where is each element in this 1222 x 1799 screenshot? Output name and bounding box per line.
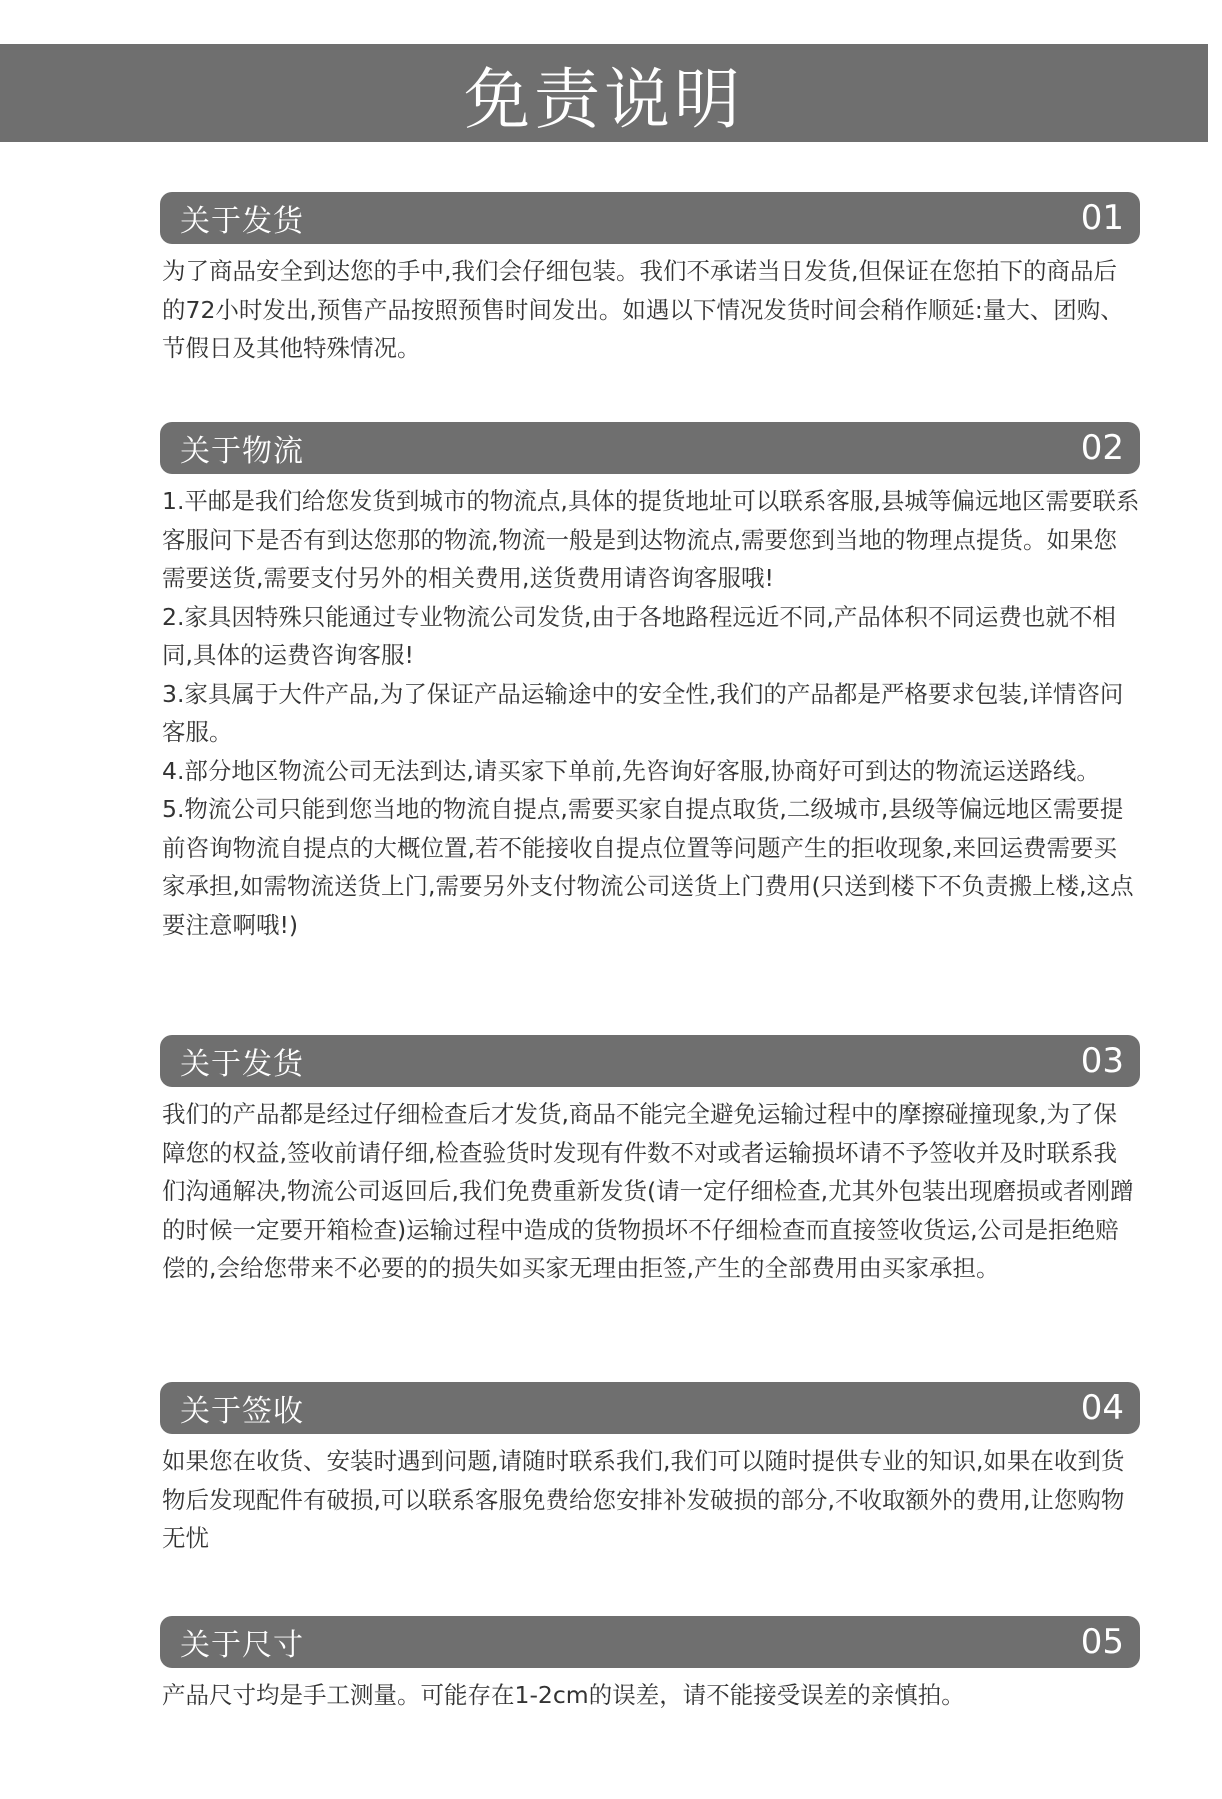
section-number: 05 (1080, 1622, 1124, 1662)
section-title: 关于签收 (180, 1394, 304, 1429)
section-header (160, 1382, 1140, 1434)
section-title: 关于发货 (180, 204, 304, 239)
section-header (160, 1616, 1140, 1668)
section-body (160, 1676, 1140, 1715)
section-number: 01 (1080, 198, 1124, 238)
section-logistics (160, 422, 1140, 944)
section-receipt (160, 1382, 1140, 1558)
section-number: 04 (1080, 1388, 1124, 1428)
section-title: 关于物流 (180, 434, 304, 469)
section-header (160, 422, 1140, 474)
paragraph: 产品尺寸均是手工测量。可能存在1-2cm的误差，请不能接受误差的亲慎拍。 (162, 1681, 965, 1709)
section-title: 关于发货 (180, 1047, 304, 1082)
paragraph: 1.平邮是我们给您发货到城市的物流点,具体的提货地址可以联系客服,县城等偏远地区需要联系客服问下是否有到达您那的物流,物流一般是到达物流点,需要您到当地的物理点提货。如果您需要送货,需要支付另外的相关费用,送货费用请咨询客服哦! (162, 487, 1140, 592)
section-inspection (160, 1035, 1140, 1288)
paragraph: 我们的产品都是经过仔细检查后才发货,商品不能完全避免运输过程中的摩擦碰撞现象,为了保障您的权益,签收前请仔细,检查验货时发现有件数不对或者运输损坏请不予签收并及时联系我们沟通解决,物流公司返回后,我们免费重新发货(请一定仔细检查,尤其外包装出现磨损或者刚蹭的时候一定要开箱检查)运输过程中造成的货物损坏不仔细检查而直接签收货运,公司是拒绝赔偿的,会给您带来不必要的的损失如买家无理由拒签,产生的全部费用由买家承担。 (162, 1100, 1134, 1282)
paragraph: 为了商品安全到达您的手中,我们会仔细包装。我们不承诺当日发货,但保证在您拍下的商品后的72小时发出,预售产品按照预售时间发出。如遇以下情况发货时间会稍作顺延:量大、团购、节假日及其他特殊情况。 (162, 257, 1124, 362)
section-shipping (160, 192, 1140, 368)
page-title-bar (0, 44, 1208, 142)
paragraph: 3.家具属于大件产品,为了保证产品运输途中的安全性,我们的产品都是严格要求包装,详情咨问客服。 (162, 679, 1124, 746)
section-body (160, 252, 1140, 368)
section-size (160, 1616, 1140, 1715)
paragraph: 2.家具因特殊只能通过专业物流公司发货,由于各地路程远近不同,产品体积不同运费也就不相同,具体的运费咨询客服! (162, 602, 1116, 669)
section-body (160, 1095, 1140, 1288)
section-title: 关于尺寸 (180, 1628, 304, 1663)
paragraph: 如果您在收货、安装时遇到问题,请随时联系我们,我们可以随时提供专业的知识,如果在收到货物后发现配件有破损,可以联系客服免费给您安排补发破损的部分,不收取额外的费用,让您购物无忧 (162, 1447, 1125, 1552)
paragraph: 4.部分地区物流公司无法到达,请买家下单前,先咨询好客服,协商好可到达的物流运送路线。 (162, 756, 1100, 785)
section-body (160, 482, 1140, 944)
paragraph: 5.物流公司只能到您当地的物流自提点,需要买家自提点取货,二级城市,县级等偏远地区需要提前咨询物流自提点的大概位置,若不能接收自提点位置等问题产生的拒收现象,来回运费需要买家承担,如需物流送货上门,需要另外支付物流公司送货上门费用(只送到楼下不负责搬上楼,这点要注意啊哦!) (162, 795, 1134, 939)
section-number: 03 (1080, 1041, 1124, 1081)
section-header (160, 192, 1140, 244)
page-title: 免责说明 (464, 60, 744, 138)
section-number: 02 (1080, 428, 1124, 468)
section-header (160, 1035, 1140, 1087)
section-body (160, 1442, 1140, 1558)
